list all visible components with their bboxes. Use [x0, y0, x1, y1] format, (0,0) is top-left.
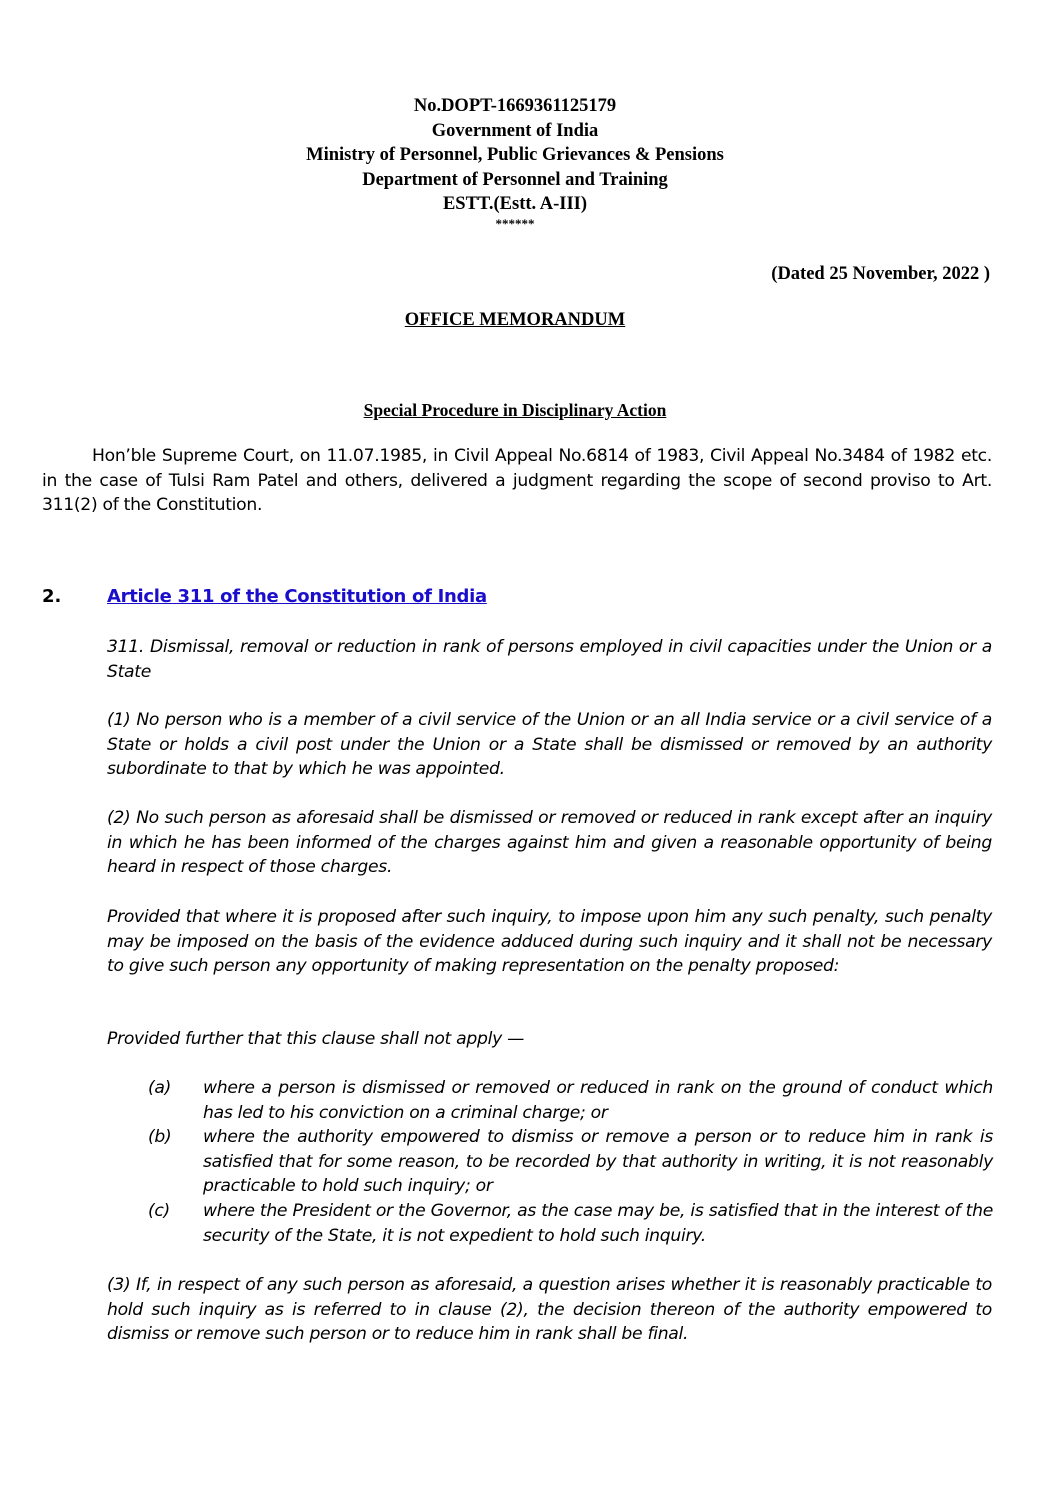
item-text: where the authority empowered to dismiss or remove a person or to reduce him in rank is satisfied that for some reason, to be recorded by that authority in writing, it is not reasonably practicable to hold such inquiry; or: [203, 1127, 993, 1196]
paragraph-1: Hon’ble Supreme Court, on 11.07.1985, in Civil Appeal No.6814 of 1983, Civil Appeal No.3484 of 1982 etc. in the case of Tulsi Ram Patel and others, delivered a judgment regarding the scope of second proviso to Art. 311(2) of the Constitution.: [42, 446, 992, 515]
department: Department of Personnel and Training: [362, 169, 668, 190]
article-title: 311. Dismissal, removal or reduction in rank of persons employed in civil capacities under the Union or a State: [107, 637, 992, 682]
government: Government of India: [431, 120, 599, 141]
clause-3: (3) If, in respect of any such person as aforesaid, a question arises whether it is reasonably practicable to hold such inquiry as is referred to in clause (2), the decision thereon of the authority empowered to dismiss or remove such person or to reduce him in rank shall be final.: [107, 1275, 992, 1344]
ministry: Ministry of Personnel, Public Grievances & Pensions: [306, 145, 724, 165]
item-text: where the President or the Governor, as the case may be, is satisfied that in the interest of the security of the State, it is not expedient to hold such inquiry.: [203, 1201, 993, 1246]
item-label: (c): [148, 1201, 170, 1221]
subject: Special Procedure in Disciplinary Action: [363, 400, 667, 420]
proviso-2: Provided further that this clause shall not apply —: [107, 1029, 524, 1049]
document-type: OFFICE MEMORANDUM: [404, 310, 626, 330]
list-item: [148, 1125, 993, 1199]
section-number: 2.: [42, 586, 62, 607]
proviso-1: Provided that where it is proposed after such inquiry, to impose upon him any such penalty, such penalty may be imposed on the basis of the evidence adduced during such inquiry and it shall not be necessary to give such person any opportunity of making representation on the penalty proposed:: [107, 907, 992, 976]
separator-stars: ******: [495, 215, 535, 231]
item-text: where a person is dismissed or removed or reduced in rank on the ground of conduct which has led to his conviction on a criminal charge; or: [203, 1078, 993, 1123]
item-label: (a): [148, 1078, 172, 1098]
reference-number: No.DOPT-1669361125179: [413, 96, 617, 116]
clause-1: (1) No person who is a member of a civil service of the Union or an all India service or a civil service of a State or holds a civil post under the Union or a State shall be dismissed or removed by an authority subordinate to that by which he was appointed.: [107, 710, 992, 779]
clause-2: (2) No such person as aforesaid shall be dismissed or removed or reduced in rank except after an inquiry in which he has been informed of the charges against him and given a reasonable opportunity of being heard in respect of those charges.: [107, 808, 992, 877]
date: (Dated 25 November, 2022 ): [771, 264, 990, 284]
list-item: [148, 1199, 993, 1248]
section: ESTT.(Estt. A-III): [442, 194, 588, 214]
article-311-link[interactable]: Article 311 of the Constitution of India: [107, 586, 487, 607]
item-label: (b): [148, 1127, 172, 1147]
letterhead: [0, 94, 1030, 231]
list-item: [148, 1076, 993, 1125]
